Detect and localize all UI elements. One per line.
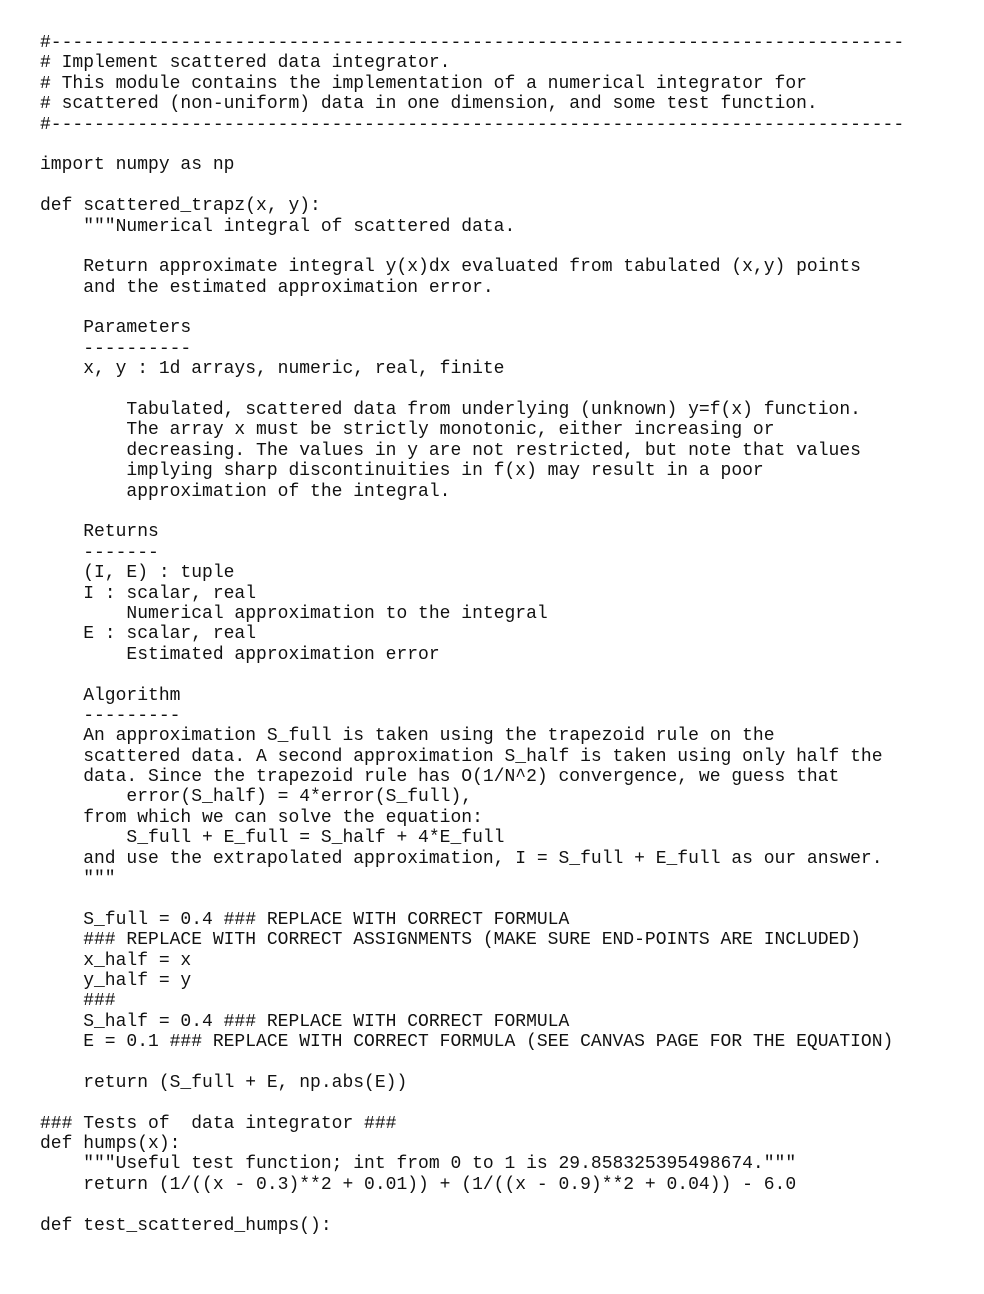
code-line: """ xyxy=(40,869,116,890)
code-line: and the estimated approximation error. xyxy=(40,277,494,298)
code-line xyxy=(40,1053,970,1073)
code-line: """Useful test function; int from 0 to 1 is 29.858325395498674.""" xyxy=(40,1154,797,1175)
code-line: #------------------------------------------------------------------------------- xyxy=(40,114,905,135)
code-line: Tabulated, scattered data from underlying (unknown) y=f(x) function. xyxy=(40,400,861,421)
code-line: Algorithm xyxy=(40,685,181,706)
code-line xyxy=(40,1093,970,1113)
code-line xyxy=(40,502,970,522)
code-line: (I, E) : tuple xyxy=(40,563,235,584)
code-line: return (S_full + E, np.abs(E)) xyxy=(40,1072,408,1093)
code-line: decreasing. The values in y are not restricted, but note that values xyxy=(40,440,861,461)
code-line: import numpy as np xyxy=(40,155,235,176)
code-line: implying sharp discontinuities in f(x) may result in a poor xyxy=(40,461,764,482)
code-line: ### REPLACE WITH CORRECT ASSIGNMENTS (MAKE SURE END-POINTS ARE INCLUDED) xyxy=(40,930,861,951)
code-line xyxy=(40,380,970,400)
code-line: Parameters xyxy=(40,318,192,339)
code-line: #------------------------------------------------------------------------------- xyxy=(40,33,905,53)
code-listing xyxy=(40,33,970,1236)
code-line: Numerical approximation to the integral xyxy=(40,603,548,624)
code-line xyxy=(40,889,970,909)
code-line: E : scalar, real xyxy=(40,624,257,645)
code-line xyxy=(40,298,970,318)
code-line: # Implement scattered data integrator. xyxy=(40,53,451,74)
code-line: def test_scattered_humps(): xyxy=(40,1215,332,1236)
code-line: error(S_half) = 4*error(S_full), xyxy=(40,787,473,808)
code-line: E = 0.1 ### REPLACE WITH CORRECT FORMULA (SEE CANVAS PAGE FOR THE EQUATION) xyxy=(40,1032,894,1053)
code-line: and use the extrapolated approximation, I = S_full + E_full as our answer. xyxy=(40,848,883,869)
code-line: I : scalar, real xyxy=(40,583,257,604)
code-line: ### xyxy=(40,991,116,1012)
code-line: Estimated approximation error xyxy=(40,644,440,665)
code-line xyxy=(40,665,970,685)
code-line: An approximation S_full is taken using the trapezoid rule on the xyxy=(40,726,775,747)
code-line: y_half = y xyxy=(40,970,192,991)
code-line: data. Since the trapezoid rule has O(1/N^2) convergence, we guess that xyxy=(40,767,840,788)
code-line xyxy=(40,135,970,155)
code-line: S_full = 0.4 ### REPLACE WITH CORRECT FORMULA xyxy=(40,909,570,930)
code-line: # scattered (non-uniform) data in one dimension, and some test function. xyxy=(40,94,818,115)
code-line: from which we can solve the equation: xyxy=(40,807,483,828)
code-line: ------- xyxy=(40,542,159,563)
code-line: approximation of the integral. xyxy=(40,481,451,502)
code-line: The array x must be strictly monotonic, either increasing or xyxy=(40,420,775,441)
code-line: S_half = 0.4 ### REPLACE WITH CORRECT FORMULA xyxy=(40,1011,570,1032)
code-line: S_full + E_full = S_half + 4*E_full xyxy=(40,828,505,849)
code-line: return (1/((x - 0.3)**2 + 0.01)) + (1/((x - 0.9)**2 + 0.04)) - 6.0 xyxy=(40,1174,797,1195)
code-line: scattered data. A second approximation S_half is taken using only half the xyxy=(40,746,883,767)
code-line: """Numerical integral of scattered data. xyxy=(40,216,516,237)
code-line: x_half = x xyxy=(40,950,192,971)
code-line xyxy=(40,176,970,196)
code-line: # This module contains the implementation of a numerical integrator for xyxy=(40,73,807,94)
code-line: def scattered_trapz(x, y): xyxy=(40,196,321,217)
code-line xyxy=(40,1195,970,1215)
code-line xyxy=(40,237,970,257)
code-line: ### Tests of data integrator ### xyxy=(40,1113,397,1134)
code-line: ---------- xyxy=(40,338,192,359)
code-line: def humps(x): xyxy=(40,1134,181,1155)
code-line: --------- xyxy=(40,705,181,726)
code-line: Returns xyxy=(40,522,159,543)
code-line: Return approximate integral y(x)dx evaluated from tabulated (x,y) points xyxy=(40,257,861,278)
code-line: x, y : 1d arrays, numeric, real, finite xyxy=(40,359,505,380)
